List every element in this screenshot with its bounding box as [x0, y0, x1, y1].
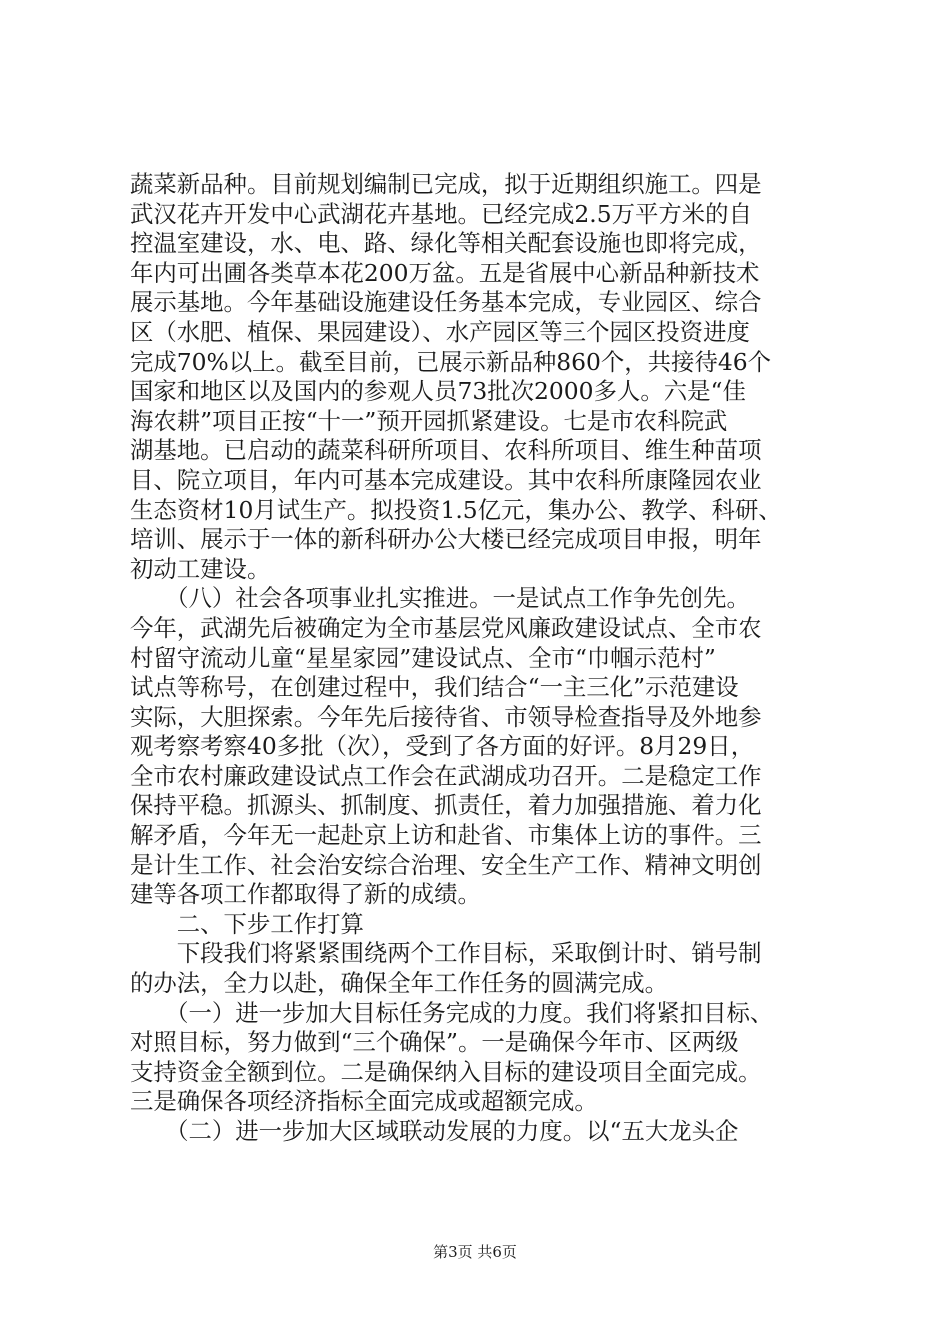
text-line: 支持资金全额到位。二是确保纳入目标的建设项目全面完成。 [130, 1057, 762, 1086]
text-line: 建等各项工作都取得了新的成绩。 [130, 880, 481, 909]
text-line: 观考察考察40多批（次），受到了各方面的好评。8月29日， [130, 732, 755, 761]
text-line: 实际，大胆探索。今年先后接待省、市领导检查指导及外地参 [130, 702, 762, 731]
text-line: 展示基地。今年基础设施建设任务基本完成，专业园区、综合 [130, 288, 762, 317]
text-line: 初动工建设。 [130, 554, 271, 583]
page-footer: 第3页 共6页 [433, 1243, 517, 1261]
text-line: 区（水肥、植保、果园建设）、水产园区等三个园区投资进度 [130, 317, 750, 346]
text-line: 对照目标，努力做到“三个确保”。一是确保今年市、区两级 [130, 1028, 739, 1057]
text-line: 生态资材10月试生产。拟投资1.5亿元，集办公、教学、科研、 [130, 495, 782, 524]
text-line: 海农耕”项目正按“十一”预开园抓紧建设。七是市农科院武 [130, 406, 728, 435]
text-line: 解矛盾，今年无一起赴京上访和赴省、市集体上访的事件。三 [130, 821, 762, 850]
text-line: 三是确保各项经济指标全面完成或超额完成。 [130, 1087, 598, 1116]
text-line: 武汉花卉开发中心武湖花卉基地。已经完成2.5万平方米的自 [130, 199, 752, 228]
text-line: 蔬菜新品种。目前规划编制已完成，拟于近期组织施工。四是 [130, 170, 762, 198]
text-line: 全市农村廉政建设试点工作会在武湖成功召开。二是稳定工作 [130, 761, 762, 790]
text-line: 是计生工作、社会治安综合治理、安全生产工作、精神文明创 [130, 850, 762, 879]
text-line: 培训、展示于一体的新科研办公大楼已经完成项目申报，明年 [130, 525, 762, 554]
text-line: 今年，武湖先后被确定为全市基层党风廉政建设试点、全市农 [130, 613, 762, 642]
text-line: 下段我们将紧紧围绕两个工作目标，采取倒计时、销号制 [130, 939, 762, 968]
text-line: 湖基地。已启动的蔬菜科研所项目、农科所项目、维生种苗项 [130, 436, 762, 465]
text-line: 保持平稳。抓源头、抓制度、抓责任，着力加强措施、着力化 [130, 791, 762, 820]
text-line: 目、院立项目，年内可基本完成建设。其中农科所康隆园农业 [130, 465, 762, 494]
text-line: 年内可出圃各类草本花200万盆。五是省展中心新品种新技术 [130, 258, 760, 287]
text-line: （八）社会各项事业扎实推进。一是试点工作争先创先。 [130, 584, 750, 613]
text-line: （二）进一步加大区域联动发展的力度。以“五大龙头企 [130, 1117, 739, 1145]
text-line: 控温室建设，水、电、路、绿化等相关配套设施也即将完成， [130, 229, 762, 258]
text-line: 二、下步工作打算 [130, 909, 364, 938]
body-text [130, 170, 830, 1147]
text-line: 村留守流动儿童“星星家园”建设试点、全市“巾帼示范村” [130, 643, 716, 672]
text-line: 试点等称号，在创建过程中，我们结合“一主三化”示范建设 [130, 673, 739, 702]
text-line: （一）进一步加大目标任务完成的力度。我们将紧扣目标、 [130, 998, 774, 1027]
text-line: 完成70%以上。截至目前，已展示新品种860个，共接待46个 [130, 347, 771, 376]
text-line: 的办法，全力以赴，确保全年工作任务的圆满完成。 [130, 969, 668, 998]
text-line: 国家和地区以及国内的参观人员73批次2000多人。六是“佳 [130, 377, 746, 406]
